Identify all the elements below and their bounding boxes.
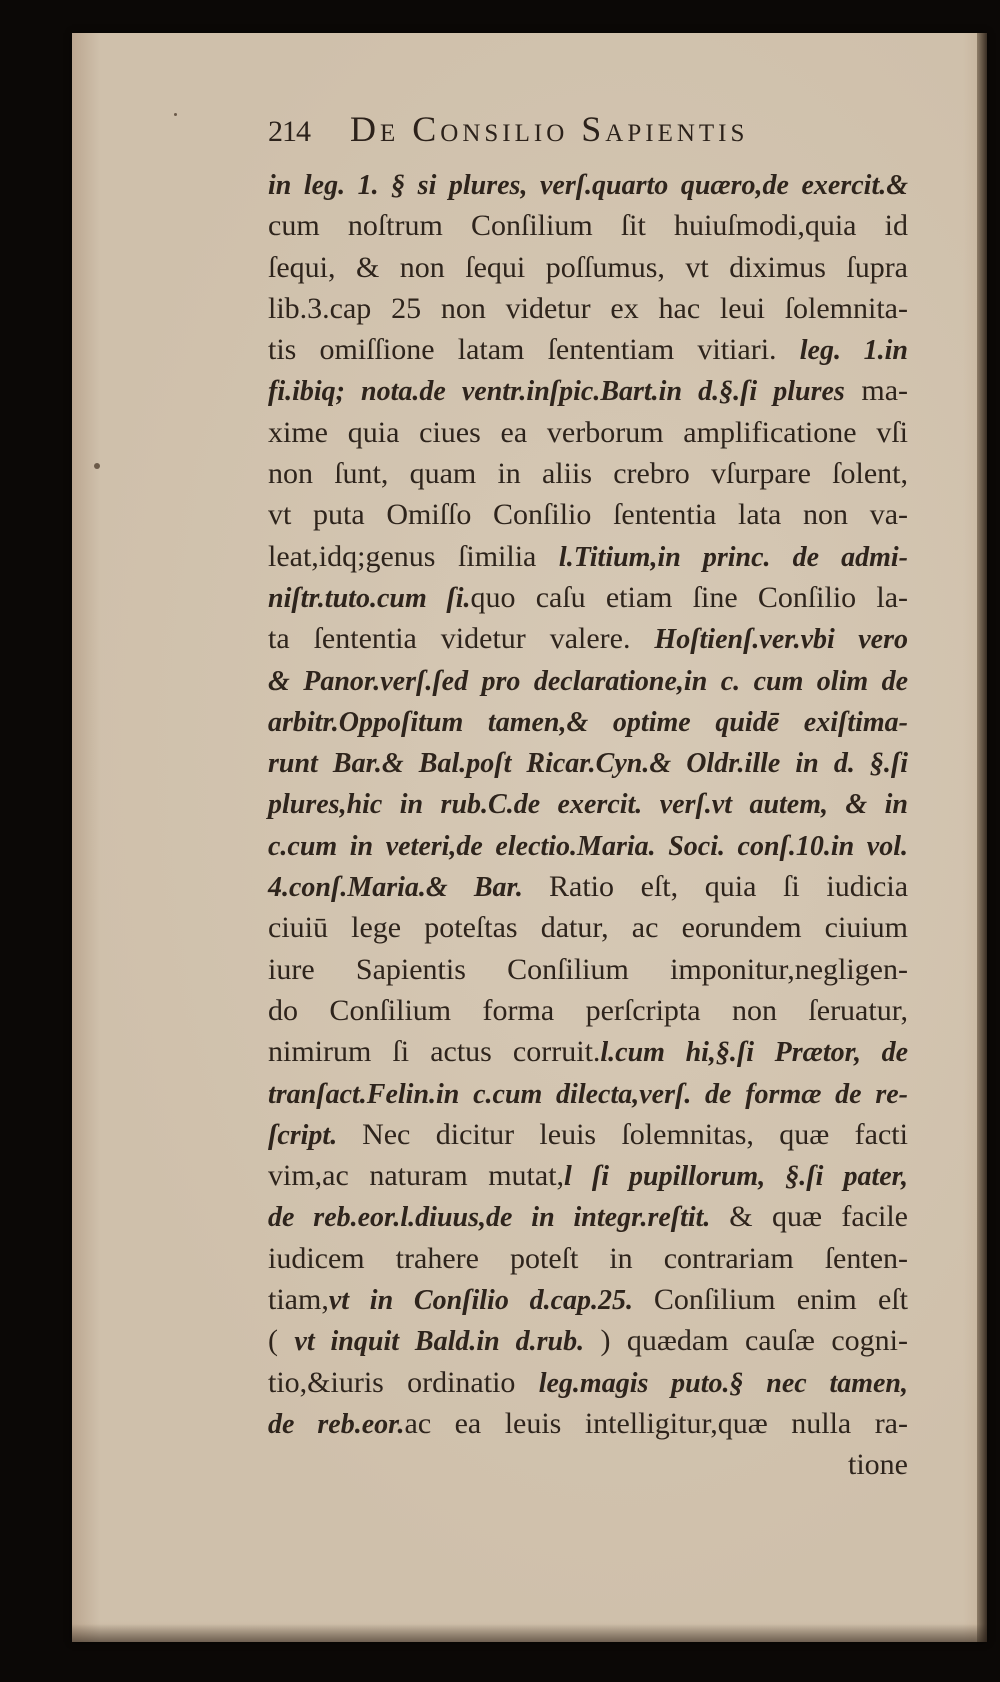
citation-text: 4.conſ.Maria.& Bar. bbox=[268, 872, 549, 904]
citation-text: plures,hic in rub.C.de exercit. verſ.vt autem, & in bbox=[268, 789, 908, 821]
citation-text: leg.magis puto.§ nec tamen, bbox=[538, 1367, 909, 1399]
citation-text: vt in Conſilio d.cap.25. bbox=[328, 1285, 654, 1317]
body-text-run: non ſunt, quam in aliis crebro vſurpare ſolent, bbox=[268, 457, 908, 491]
body-text-run: tione bbox=[848, 1448, 908, 1482]
body-text-run: ( bbox=[268, 1324, 295, 1358]
running-header bbox=[268, 108, 908, 160]
ink-speck bbox=[174, 113, 177, 116]
text-line bbox=[268, 866, 908, 907]
body-text-run: do Conſilium forma perſcripta non ſeruatur, bbox=[268, 993, 908, 1027]
text-line bbox=[268, 990, 908, 1031]
text-line bbox=[268, 907, 908, 948]
citation-text: l.Titium,in princ. de admi- bbox=[558, 541, 908, 573]
citation-text: ſcript. bbox=[268, 1119, 363, 1151]
text-line bbox=[268, 1362, 908, 1403]
body-text-run: vt puta Omiſſo Conſilio ſententia lata non va- bbox=[268, 498, 908, 532]
text-line bbox=[268, 1403, 908, 1444]
citation-text: vt inquit Bald.in d.rub. bbox=[294, 1326, 585, 1358]
body-text-run: ta ſententia videtur valere. bbox=[268, 622, 655, 656]
body-text-run: Nec dicitur leuis ſolemnitas, quæ facti bbox=[362, 1117, 908, 1151]
text-line bbox=[268, 783, 908, 824]
text-line bbox=[268, 329, 908, 370]
citation-text: de reb.eor. bbox=[268, 1408, 405, 1440]
body-text-run: tiam, bbox=[268, 1283, 329, 1317]
body-text-run: tio,&iuris ordinatio bbox=[268, 1365, 539, 1399]
body-text-run: xime quia ciues ea verborum amplificatione vſi bbox=[268, 415, 908, 449]
citation-text: c.cum in veteri,de electio.Maria. Soci. conſ.10.in vol. bbox=[268, 830, 908, 862]
body-text-run: iudicem trahere poteſt in contrariam ſenten- bbox=[268, 1241, 908, 1275]
text-line bbox=[268, 1155, 908, 1196]
text-line bbox=[268, 164, 908, 205]
text-line bbox=[268, 288, 908, 329]
text-line bbox=[268, 536, 908, 577]
text-line bbox=[268, 1444, 908, 1485]
citation-text: runt Bar.& Bal.poſt Ricar.Cyn.& Oldr.ille in d. §.ſi bbox=[268, 748, 908, 780]
body-text-run: nimirum ſi actus corruit. bbox=[268, 1035, 601, 1069]
citation-text: l.cum hi,§.ſi Prætor, de bbox=[600, 1037, 908, 1069]
text-line bbox=[268, 412, 908, 453]
text-line bbox=[268, 1031, 908, 1072]
citation-text: fi.ibiq; nota.de ventr.inſpic.Bart.in d.§.ſi plures bbox=[268, 376, 845, 408]
body-text-run: Ratio eſt, quia ſi iudicia bbox=[549, 870, 909, 904]
body-text-run: & quæ facile bbox=[729, 1200, 908, 1234]
text-line bbox=[268, 618, 908, 659]
body-text-run: quo caſu etiam ſine Conſilio la- bbox=[470, 580, 909, 614]
body-text-run: lib.3.cap 25 non videtur ex hac leui ſolemnita- bbox=[268, 291, 908, 325]
citation-text: leg. 1.in bbox=[799, 335, 908, 367]
body-text-run: ) quædam cauſæ cogni- bbox=[584, 1324, 908, 1358]
text-line bbox=[268, 1320, 908, 1361]
body-text-run: cum noſtrum Conſilium ſit huiuſmodi,quia id bbox=[268, 209, 908, 243]
text-line bbox=[268, 247, 908, 288]
text-line bbox=[268, 577, 908, 618]
body-text-run: ſequi, & non ſequi poſſumus, vt diximus ſupra bbox=[268, 250, 908, 284]
text-line bbox=[268, 1114, 908, 1155]
text-line bbox=[268, 1238, 908, 1279]
text-line bbox=[268, 370, 908, 411]
text-line bbox=[268, 1279, 908, 1320]
body-text-run: tis omiſſione latam ſententiam vitiari. bbox=[268, 333, 800, 367]
text-line bbox=[268, 949, 908, 990]
body-text-run: leat,idq;genus ſimilia bbox=[268, 539, 559, 573]
body-text-run: ac ea leuis intelligitur,quæ nulla ra- bbox=[404, 1406, 908, 1440]
page-edge bbox=[977, 33, 987, 1642]
page-bottom-shadow bbox=[72, 1624, 987, 1642]
citation-text: Hoſtienſ.ver.vbi vero bbox=[654, 624, 909, 656]
body-text-run: ciuiū lege poteſtas datur, ac eorundem ciuium bbox=[268, 911, 908, 945]
body-text bbox=[268, 164, 908, 1486]
citation-text: & Panor.verſ.ſed pro declaratione,in c. cum olim de bbox=[268, 665, 908, 697]
citation-text: niſtr.tuto.cum ſi. bbox=[268, 582, 471, 614]
running-title: De Consilio Sapientis bbox=[350, 109, 749, 149]
citation-text: de reb.eor.l.diuus,de in integr.reſtit. bbox=[268, 1202, 730, 1234]
body-text-run: iure Sapientis Conſilium imponitur,negligen- bbox=[268, 952, 908, 986]
citation-text: arbitr.Oppoſitum tamen,& optime quidē exiſtima- bbox=[268, 706, 908, 738]
text-line bbox=[268, 1196, 908, 1237]
body-text-run: vim,ac naturam mutat, bbox=[268, 1159, 565, 1193]
citation-text: tranſact.Felin.in c.cum dilecta,verſ. de formæ de re- bbox=[268, 1078, 908, 1110]
body-text-run: ma- bbox=[844, 374, 909, 408]
text-line bbox=[268, 701, 908, 742]
text-line bbox=[268, 494, 908, 535]
body-text-run: Conſilium enim eſt bbox=[653, 1283, 909, 1317]
text-line bbox=[268, 453, 908, 494]
text-line bbox=[268, 742, 908, 783]
ink-speck bbox=[94, 463, 100, 469]
text-line bbox=[268, 205, 908, 246]
text-line bbox=[268, 660, 908, 701]
page-number: 214 bbox=[268, 115, 310, 148]
citation-text: l ſi pupillorum, §.ſi pater, bbox=[564, 1161, 908, 1193]
text-line bbox=[268, 825, 908, 866]
text-line bbox=[268, 1073, 908, 1114]
citation-text: in leg. 1. § si plures, verſ.quarto quæro,de exercit.& bbox=[268, 170, 908, 201]
